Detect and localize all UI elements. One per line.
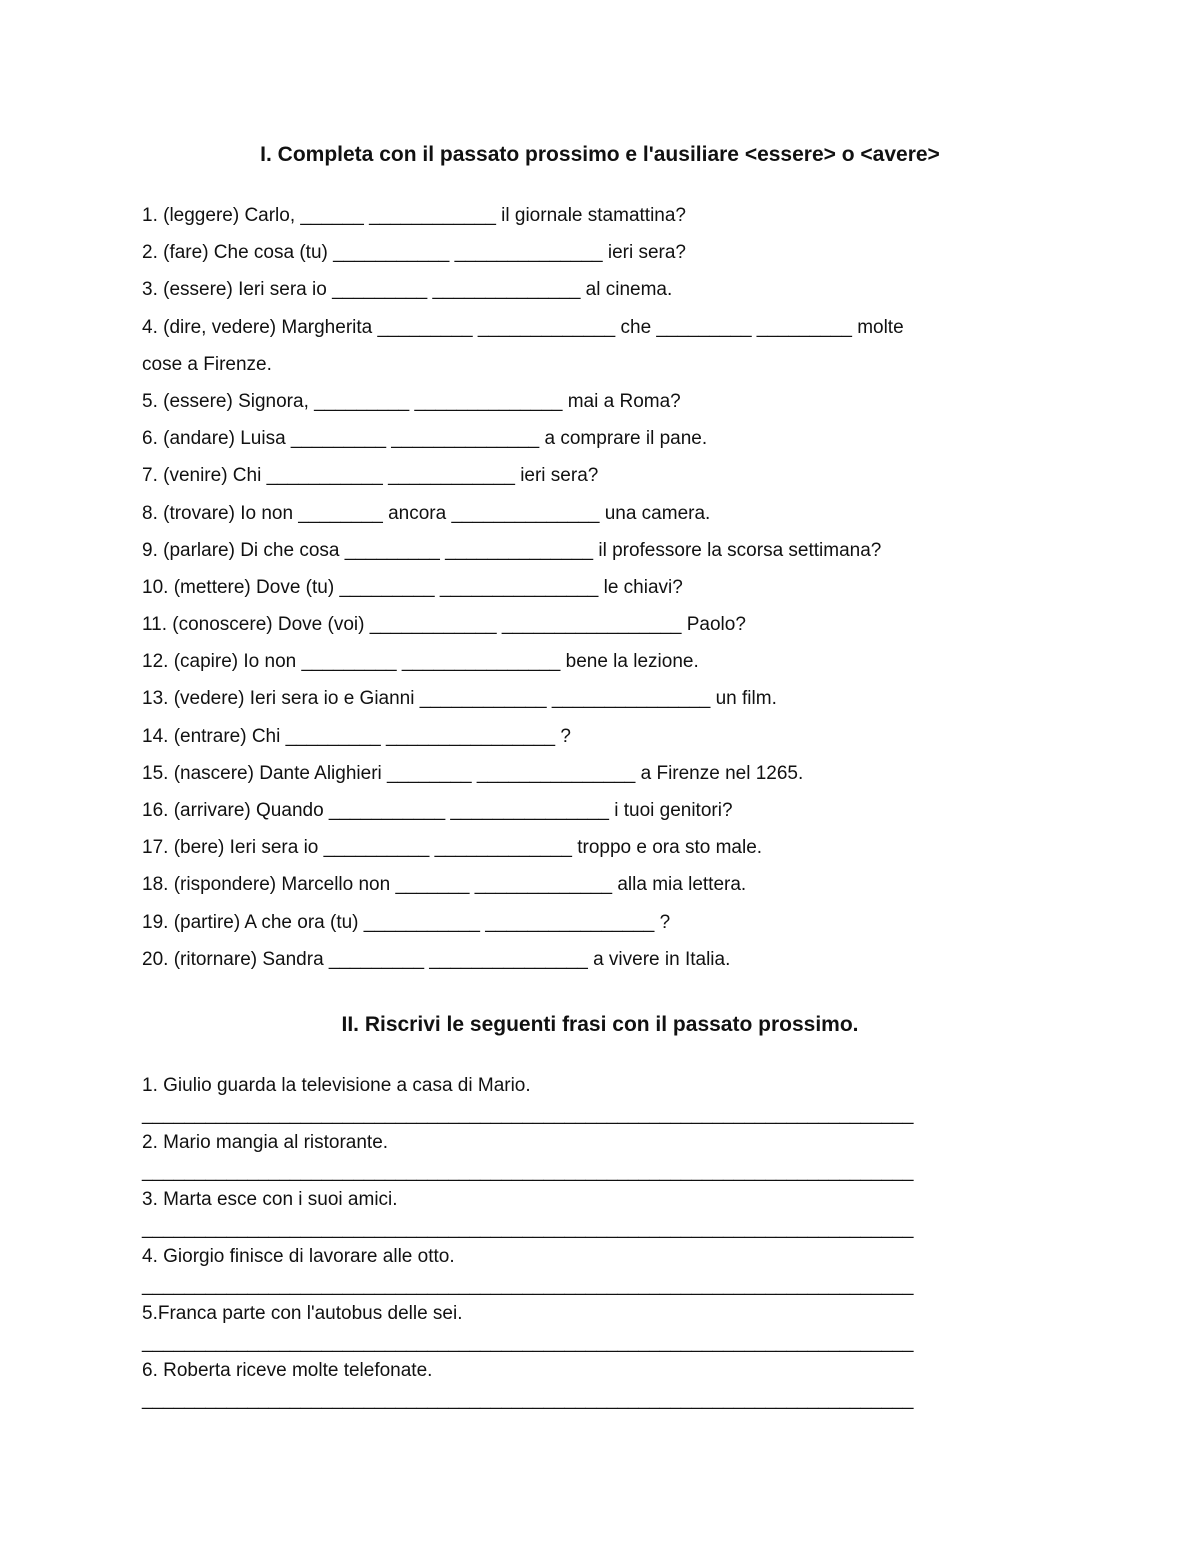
exercise-1-line: 17. (bere) Ieri sera io __________ _____________ troppo e ora sto male. — [142, 837, 763, 859]
exercise-2-item — [142, 1300, 1042, 1357]
exercise-2-item — [142, 1072, 1042, 1129]
exercise-1-line: 6. (andare) Luisa _________ ______________ a comprare il pane. — [142, 428, 708, 450]
exercise-1-line: 3. (essere) Ieri sera io _________ ______________ al cinema. — [142, 279, 673, 301]
answer-line: _________________________________________________________________________ — [142, 1275, 914, 1296]
exercise-1-line: 10. (mettere) Dove (tu) _________ _______________ le chiavi? — [142, 576, 683, 598]
exercise-1-line: 8. (trovare) Io non ________ ancora ______________ una camera. — [142, 502, 711, 524]
exercise-2-sentence: 2. Mario mangia al ristorante. — [142, 1132, 389, 1153]
exercise-2-list — [142, 1072, 1042, 1414]
exercise-1-line: 16. (arrivare) Quando ___________ _______________ i tuoi genitori? — [142, 800, 733, 821]
exercise-1-list — [142, 197, 1062, 978]
exercise-1-line: 14. (entrare) Chi _________ ________________ ? — [142, 725, 571, 747]
exercise-1-line: 15. (nascere) Dante Alighieri ________ _______________ a Firenze nel 1265. — [142, 762, 804, 784]
exercise-2-sentence: 3. Marta esce con i suoi amici. — [142, 1189, 398, 1210]
exercise-1-line: 5. (essere) Signora, _________ ______________ mai a Roma? — [142, 390, 681, 412]
exercise-1-line: 11. (conoscere) Dove (voi) ____________ _________________ Paolo? — [142, 614, 746, 636]
exercise-1-line: 19. (partire) A che ora (tu) ___________ ________________ ? — [142, 911, 671, 933]
exercise-1-line: cose a Firenze. — [142, 353, 272, 375]
exercise-1-line: 12. (capire) Io non _________ _______________ bene la lezione. — [142, 651, 699, 673]
exercise-1-line: 13. (vedere) Ieri sera io e Gianni ____________ _______________ un film. — [142, 688, 777, 710]
answer-line: _________________________________________________________________________ — [142, 1104, 914, 1125]
exercise-2-sentence: 6. Roberta riceve molte telefonate. — [142, 1360, 433, 1381]
exercise-1-line: 1. (leggere) Carlo, ______ ____________ il giornale stamattina? — [142, 205, 686, 226]
exercise-2-sentence: 5.Franca parte con l'autobus delle sei. — [142, 1303, 463, 1324]
exercise-1-line: 4. (dire, vedere) Margherita _________ _____________ che _________ _________ molte — [142, 316, 904, 338]
section-2-title: II. Riscrivi le seguenti frasi con il passato prossimo. — [341, 1013, 859, 1036]
exercise-2-sentence: 1. Giulio guarda la televisione a casa di Mario. — [142, 1075, 531, 1096]
exercise-1-line: 2. (fare) Che cosa (tu) ___________ ______________ ieri sera? — [142, 242, 686, 264]
section-1-title: I. Completa con il passato prossimo e l'ausiliare <essere> o <avere> — [260, 143, 940, 166]
exercise-1-line: 20. (ritornare) Sandra _________ _______________ a vivere in Italia. — [142, 948, 731, 970]
exercise-2-sentence: 4. Giorgio finisce di lavorare alle otto. — [142, 1246, 455, 1267]
answer-line: _________________________________________________________________________ — [142, 1389, 914, 1410]
exercise-2-item — [142, 1129, 1042, 1186]
answer-line: _________________________________________________________________________ — [142, 1332, 914, 1353]
answer-line: _________________________________________________________________________ — [142, 1218, 914, 1239]
answer-line: _________________________________________________________________________ — [142, 1161, 914, 1182]
exercise-2-item — [142, 1243, 1042, 1300]
exercise-2-item — [142, 1357, 1042, 1414]
exercise-1-line: 18. (rispondere) Marcello non _______ _____________ alla mia lettera. — [142, 874, 747, 896]
exercise-2-item — [142, 1186, 1042, 1243]
exercise-1-line: 9. (parlare) Di che cosa _________ ______________ il professore la scorsa settimana? — [142, 539, 882, 561]
exercise-1-line: 7. (venire) Chi ___________ ____________ ieri sera? — [142, 465, 599, 487]
